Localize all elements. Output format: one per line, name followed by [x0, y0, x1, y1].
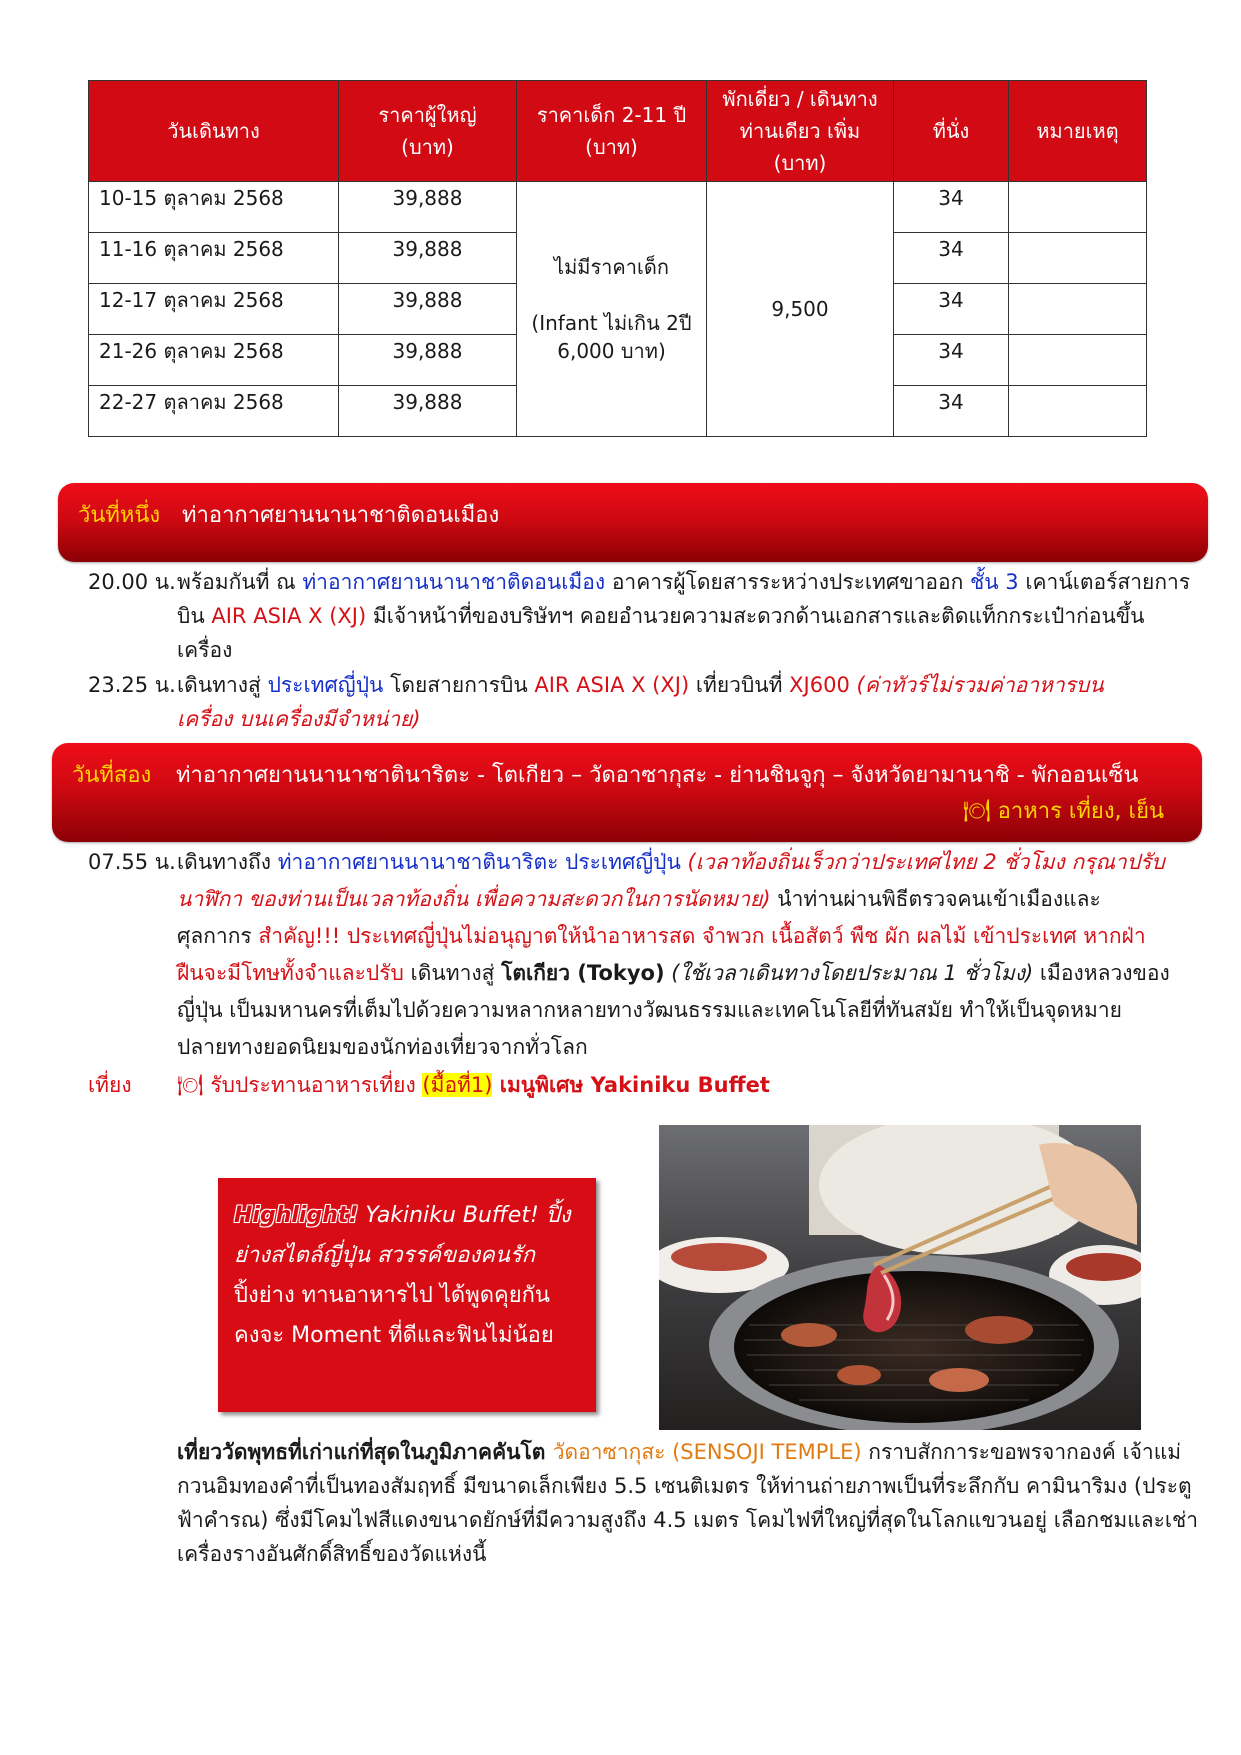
- highlight-line4: คงจะ Moment ที่ดีและฟินไม่น้อย: [234, 1323, 554, 1348]
- temple-line2: กวนอิมทองคำที่เป็นทองสัมฤทธิ์ มีขนาดเล็กเพียง 5.5 เซนติเมตร ให้ท่านถ่ายภาพเป็นที่ระลึกกับ คามินาริมง (ประตู: [177, 1474, 1192, 1498]
- header-remarks: หมายเหตุ: [1009, 81, 1147, 182]
- yakiniku-photo: [659, 1125, 1141, 1430]
- row-note: [1009, 335, 1147, 386]
- day1-item1-line1: พร้อมกันที่ ณ ท่าอากาศยานนานาชาติดอนเมือง อาคารผู้โดยสารระหว่างประเทศขาออก ชั้น 3 เคาน์เตอร์สายการ: [177, 570, 1191, 594]
- row-adult-price: 39,888: [339, 335, 517, 386]
- row-seats: 34: [894, 233, 1009, 284]
- table-row: [89, 182, 1147, 233]
- header-single-supplement: พักเดี่ยว / เดินทาง ท่านเดียว เพิ่ม (บาท): [707, 81, 894, 182]
- day2-arrival-line6: ปลายทางยอดนิยมของนักท่องเที่ยวจากทั่วโลก: [177, 1035, 588, 1059]
- day1-item1-line3: เครื่อง: [177, 638, 233, 662]
- day1-time-2: 23.25 น.: [88, 673, 176, 697]
- day1-label: วันที่หนึ่ง: [78, 503, 161, 528]
- day2-title: ท่าอากาศยานนานาชาตินาริตะ - โตเกียว – วัดอาซากุสะ - ย่านชินจูกุ – จังหวัดยามานาชิ - พักออนเซ็น: [176, 763, 1139, 788]
- header-child-price: ราคาเด็ก 2-11 ปี (บาท): [517, 81, 707, 182]
- day2-banner: [52, 743, 1202, 842]
- row-adult-price: 39,888: [339, 233, 517, 284]
- lunch-line: 🍽 รับประทานอาหารเที่ยง (มื้อที่1) เมนูพิเศษ Yakiniku Buffet: [177, 1073, 770, 1097]
- row-seats: 34: [894, 386, 1009, 437]
- row-adult-price: 39,888: [339, 284, 517, 335]
- price-table: [88, 80, 1147, 437]
- day2-label: วันที่สอง: [72, 763, 152, 788]
- day1-item2-line2: เครื่อง บนเครื่องมีจำหน่าย): [177, 707, 421, 731]
- temple-line1: เที่ยววัดพุทธที่เก่าแก่ที่สุดในภูมิภาคคันโต วัดอาซากุสะ (SENSOJI TEMPLE) กราบสักการะขอพรจากองค์ เจ้าแม่: [177, 1440, 1182, 1464]
- day2-time-1: 07.55 น.: [88, 850, 176, 874]
- row-date: 22-27 ตุลาคม 2568: [89, 386, 339, 437]
- header-seats: ที่นั่ง: [894, 81, 1009, 182]
- header-adult-price: ราคาผู้ใหญ่ (บาท): [339, 81, 517, 182]
- row-adult-price: 39,888: [339, 386, 517, 437]
- single-supplement-cell: 9,500: [707, 182, 894, 437]
- day1-banner: [58, 483, 1208, 562]
- row-note: [1009, 182, 1147, 233]
- highlight-line2: ย่างสไตล์ญี่ปุ่น สวรรค์ของคนรัก: [234, 1243, 536, 1268]
- day2-meals: 🍽 อาหาร เที่ยง, เย็น: [962, 799, 1164, 824]
- day2-arrival-line4: ฝืนจะมีโทษทั้งจำและปรับ เดินทางสู่ โตเกียว (Tokyo) (ใช้เวลาเดินทางโดยประมาณ 1 ชั่วโมง) เมืองหลวงของ: [177, 961, 1170, 985]
- table-header-row: [89, 81, 1147, 182]
- row-date: 21-26 ตุลาคม 2568: [89, 335, 339, 386]
- row-adult-price: 39,888: [339, 182, 517, 233]
- highlight-line1: Highlight! Yakiniku Buffet! ปิ้ง: [234, 1203, 571, 1228]
- row-date: 12-17 ตุลาคม 2568: [89, 284, 339, 335]
- day1-time-1: 20.00 น.: [88, 570, 176, 594]
- day1-title: ท่าอากาศยานนานาชาติดอนเมือง: [182, 503, 500, 528]
- row-seats: 34: [894, 284, 1009, 335]
- child-price-cell: ไม่มีราคาเด็ก (Infant ไม่เกิน 2ปี 6,000 บาท): [517, 182, 707, 437]
- row-note: [1009, 284, 1147, 335]
- highlight-tag: Highlight!: [234, 1203, 359, 1228]
- row-note: [1009, 233, 1147, 284]
- row-date: 10-15 ตุลาคม 2568: [89, 182, 339, 233]
- day1-item1-line2: บิน AIR ASIA X (XJ) มีเจ้าหน้าที่ของบริษัทฯ คอยอำนวยความสะดวกด้านเอกสารและติดแท็กกระเป๋าก่อนขึ้น: [177, 604, 1145, 628]
- temple-line3: ฟ้าคำรณ) ซึ่งมีโคมไฟสีแดงขนาดยักษ์ที่มีความสูงถึง 4.5 เมตร โคมไฟที่ใหญ่ที่สุดในโลกแขวนอยู่ เลือกชมและเช่า: [177, 1508, 1199, 1532]
- day2-arrival-line2: นาฬิกา ของท่านเป็นเวลาท้องถิ่น เพื่อความสะดวกในการนัดหมาย) นำท่านผ่านพิธีตรวจคนเข้าเมืองและ: [177, 887, 1101, 911]
- meal-number-highlight: (มื้อที่1): [422, 1073, 493, 1097]
- lunch-label: เที่ยง: [88, 1073, 132, 1097]
- day2-arrival-line5: ญี่ปุ่น เป็นมหานครที่เต็มไปด้วยความหลากหลายทางวัฒนธรรมและเทคโนโลยีที่ทันสมัย ทำให้เป็นจุดหมาย: [177, 998, 1122, 1022]
- temple-line4: เครื่องรางอันศักดิ์สิทธิ์ของวัดแห่งนี้: [177, 1542, 487, 1566]
- day1-item2-line1: เดินทางสู่ ประเทศญี่ปุ่น โดยสายการบิน AIR ASIA X (XJ) เที่ยวบินที่ XJ600 (ค่าทัวร์ไม่รวมค่าอาหารบน: [177, 673, 1104, 697]
- highlight-line3: ปิ้งย่าง ทานอาหารไป ได้พูดคุยกัน: [234, 1283, 550, 1308]
- row-note: [1009, 386, 1147, 437]
- day2-arrival-line3: ศุลกากร สำคัญ!!! ประเทศญี่ปุ่นไม่อนุญาตให้นำอาหารสด จำพวก เนื้อสัตว์ พืช ผัก ผลไม้ เข้าประเทศ หากฝ่า: [177, 924, 1146, 948]
- row-date: 11-16 ตุลาคม 2568: [89, 233, 339, 284]
- highlight-box: [218, 1178, 596, 1412]
- day2-arrival-line1: เดินทางถึง ท่าอากาศยานนานาชาตินาริตะ ประเทศญี่ปุ่น (เวลาท้องถิ่นเร็วกว่าประเทศไทย 2 ชั่วโมง กรุณาปรับ: [177, 850, 1165, 874]
- row-seats: 34: [894, 335, 1009, 386]
- row-seats: 34: [894, 182, 1009, 233]
- header-travel-date: วันเดินทาง: [89, 81, 339, 182]
